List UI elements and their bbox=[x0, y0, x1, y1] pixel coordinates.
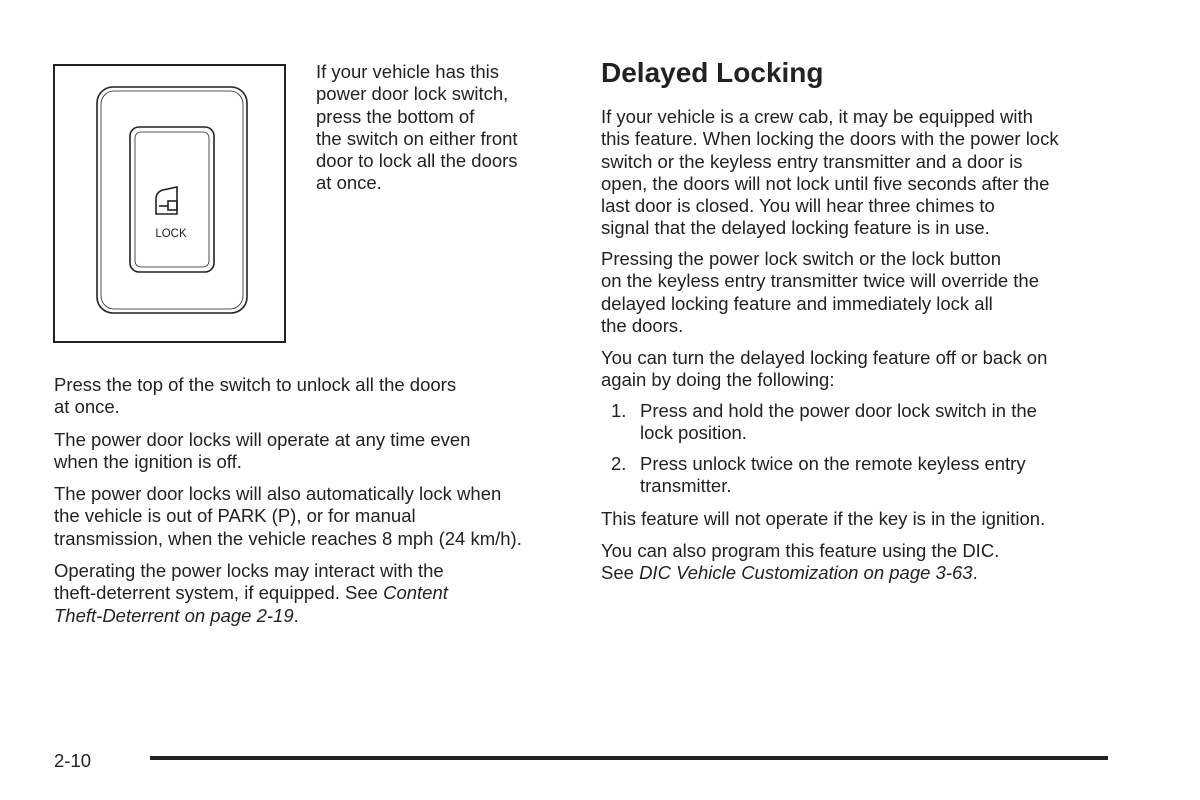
right-paragraph-1-text: If your vehicle is a crew cab, it may be equipped with this feature. When locking the doors with the power lock switch or the keyless entry transmitter and a door is open, the doors will not lock until five seconds after the last door is closed. You will hear three chimes to signal that the delayed locking feature is in use. bbox=[601, 106, 1059, 239]
right-paragraph-4-text: This feature will not operate if the key is in the ignition. bbox=[601, 508, 1046, 529]
left-paragraph-4-end: . bbox=[293, 604, 299, 626]
switch-label: LOCK bbox=[155, 228, 187, 240]
left-paragraph-2 bbox=[54, 429, 470, 474]
figure-caption-text: If your vehicle has this power door lock switch, press the bottom of the switch on either front door to lock all the doors at once. bbox=[316, 61, 518, 194]
right-paragraph-1 bbox=[601, 106, 1059, 240]
right-paragraph-5-end: . bbox=[972, 562, 978, 584]
dic-vehicle-customization-reference[interactable]: DIC Vehicle Customization on page 3-63 bbox=[639, 562, 973, 584]
step-number: 1. bbox=[611, 400, 627, 421]
right-paragraph-4 bbox=[601, 508, 1045, 530]
footer-rule bbox=[150, 756, 1108, 760]
content-theft-deterrent-reference[interactable]: Content Theft-Deterrent on page 2-19 bbox=[54, 582, 448, 626]
step-number: 2. bbox=[611, 453, 627, 474]
left-paragraph-3-text: The power door locks will also automatically lock when the vehicle is out of PARK (P), or for manual transmission, when the vehicle reaches 8 mph (24 km/h). bbox=[54, 483, 522, 549]
left-paragraph-2-text: The power door locks will operate at any time even when the ignition is off. bbox=[54, 429, 471, 473]
right-paragraph-3-text: You can turn the delayed locking feature off or back on again by doing the following: bbox=[601, 347, 1048, 391]
page-number: 2-10 bbox=[54, 750, 92, 771]
left-paragraph-1-text: Press the top of the switch to unlock all the doors at once. bbox=[54, 374, 457, 418]
section-heading: Delayed Locking bbox=[601, 57, 824, 88]
step-item-1 bbox=[601, 400, 1121, 446]
left-paragraph-3 bbox=[54, 483, 522, 550]
door-lock-icon bbox=[156, 187, 177, 214]
lock-switch-figure bbox=[53, 64, 286, 343]
right-paragraph-3 bbox=[601, 347, 1047, 392]
step-text: Press unlock twice on the remote keyless entry transmitter. bbox=[640, 453, 1026, 497]
step-text: Press and hold the power door lock switch in the lock position. bbox=[640, 400, 1037, 444]
left-paragraph-4 bbox=[54, 560, 448, 627]
step-item-2 bbox=[601, 453, 1121, 499]
left-paragraph-4-text: Operating the power locks may interact with the theft-deterrent system, if equipped. See bbox=[54, 560, 444, 604]
lock-switch-illustration bbox=[55, 66, 284, 341]
right-paragraph-5-text: You can also program this feature using the DIC. See bbox=[601, 540, 1000, 584]
right-paragraph-2 bbox=[601, 248, 1039, 337]
left-paragraph-1 bbox=[54, 374, 456, 419]
right-paragraph-2-text: Pressing the power lock switch or the lock button on the keyless entry transmitter twice will override the delayed locking feature and immediately lock all the doors. bbox=[601, 248, 1040, 336]
figure-caption bbox=[316, 61, 518, 195]
right-paragraph-5 bbox=[601, 540, 999, 585]
